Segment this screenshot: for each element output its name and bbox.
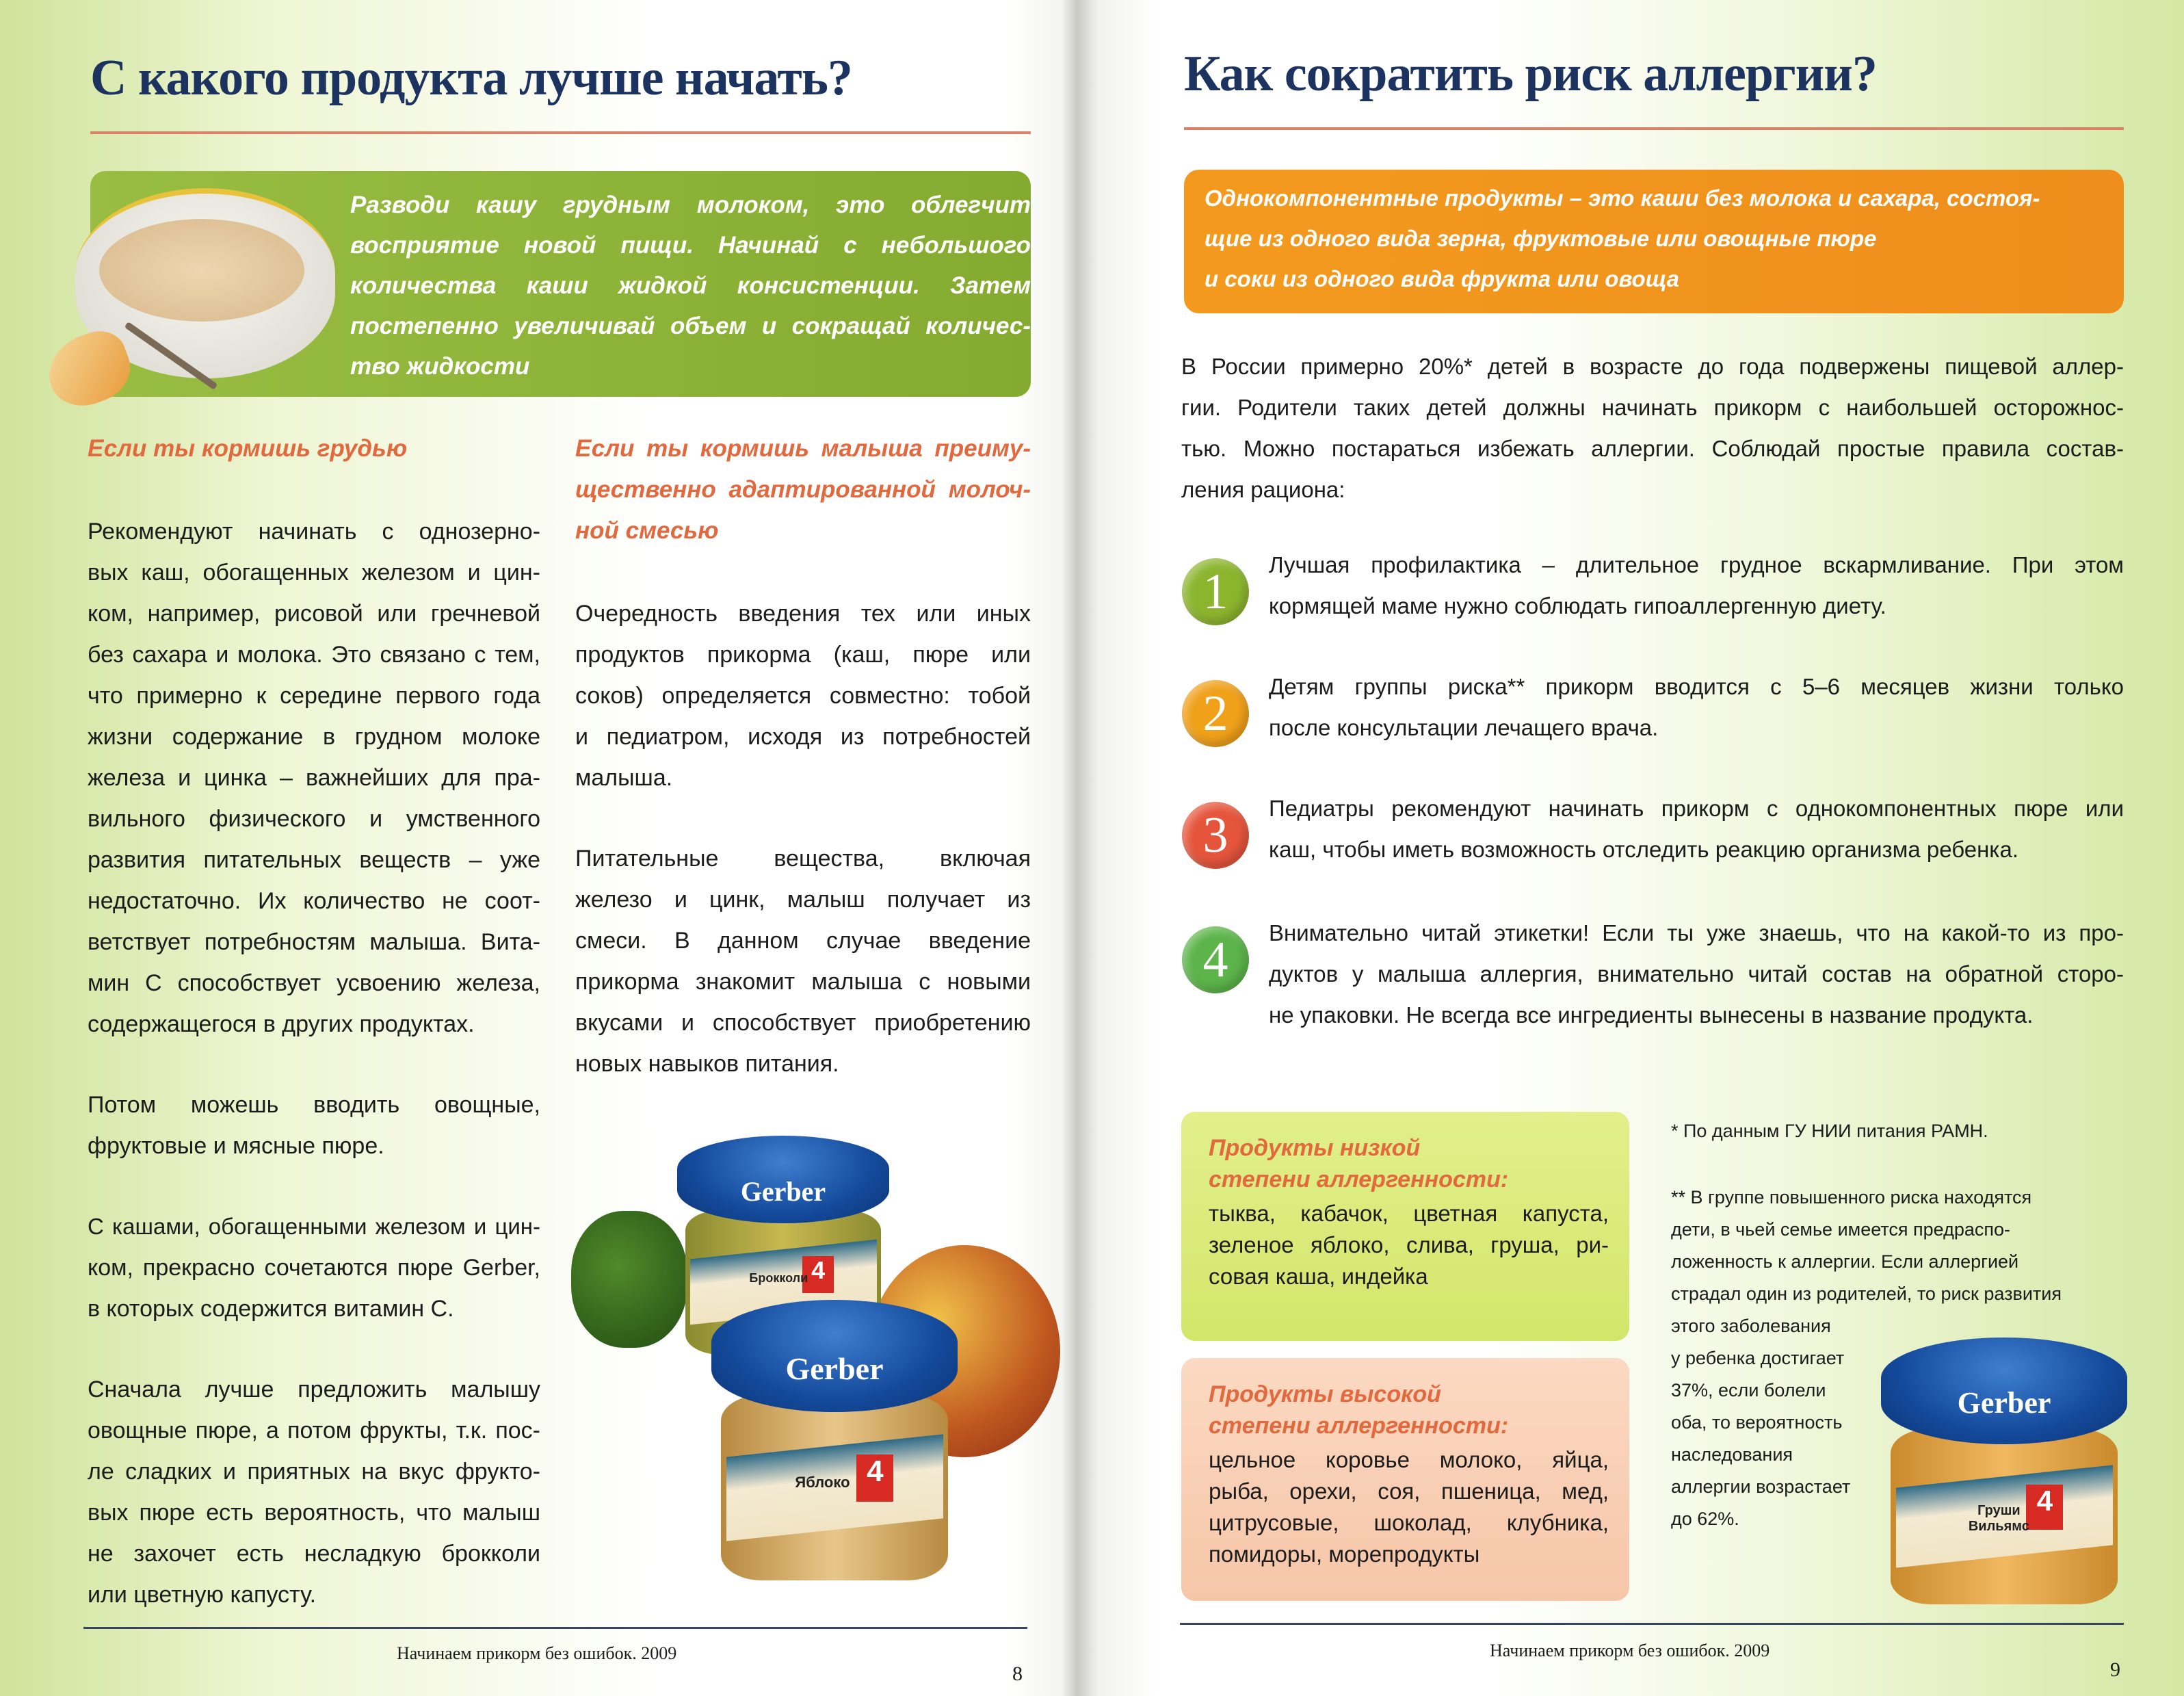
footer-rule bbox=[83, 1627, 1027, 1629]
text-line: наследования bbox=[1671, 1444, 1793, 1465]
text-line: или цветную капусту. bbox=[88, 1582, 317, 1608]
text-line: степени аллергенности: bbox=[1209, 1413, 1509, 1439]
text-line: до 62%. bbox=[1671, 1509, 1739, 1529]
text-line: тво жидкости bbox=[350, 353, 530, 380]
text-line: цитрусовые, шоколад, клубника, bbox=[1209, 1510, 1609, 1535]
text-line: страдал один из родителей, то риск развития bbox=[1671, 1283, 2062, 1304]
text-line: продуктов прикорма (каш, пюре или bbox=[575, 642, 1031, 668]
intro-text bbox=[1181, 346, 2124, 510]
text-line: ** В группе повышенного риска находятся bbox=[1671, 1187, 2032, 1208]
text-line: Продукты низкой bbox=[1209, 1135, 1421, 1161]
page-number: 9 bbox=[2110, 1658, 2120, 1681]
jar-product: Груши Вильямс bbox=[1968, 1502, 2029, 1534]
breastfeeding-text bbox=[88, 511, 540, 1655]
text-line: ветствует потребностям малыша. Вита- bbox=[88, 929, 540, 955]
text-line: Однокомпонентные продукты – это каши без молока и сахара, состоя- bbox=[1205, 185, 2040, 211]
text-line: Если ты кормишь грудью bbox=[88, 435, 408, 462]
text-line: аллергии возрастает bbox=[1671, 1476, 1851, 1497]
jar-product: Яблоко bbox=[795, 1474, 850, 1491]
text-line: Сначала лучше предложить малышу bbox=[88, 1377, 540, 1403]
text-line: и педиатром, исходя из потребностей bbox=[575, 724, 1031, 750]
jar-brand: Gerber bbox=[785, 1351, 884, 1386]
text-line: Очередность введения тех или иных bbox=[575, 601, 1031, 627]
text-line: железо и цинк, малыш получает из bbox=[575, 887, 1031, 913]
jar-brand: Gerber bbox=[740, 1175, 826, 1207]
text-line: В России примерно 20%* детей в возрасте до года подвержены пищевой аллер- bbox=[1181, 354, 2124, 379]
text-line: щие из одного вида зерна, фруктовые или овощные пюре bbox=[1205, 226, 1877, 251]
text-line: дуктов у малыша аллергия, внимательно читай состав на обратной сторо- bbox=[1269, 961, 2124, 987]
text-line: ления рациона: bbox=[1181, 477, 1345, 502]
breastfeeding-heading bbox=[88, 428, 546, 469]
paragraph bbox=[575, 838, 1031, 1084]
text-line: щественно адаптированной молоч- bbox=[575, 476, 1031, 503]
title-rule bbox=[1184, 127, 2124, 130]
rule-text bbox=[1269, 545, 2124, 627]
text-line: что примерно к середине первого года bbox=[88, 683, 540, 709]
text-line: цельное коровье молоко, яйца, bbox=[1209, 1447, 1609, 1472]
text-line: прикорма знакомит малыша с новыми bbox=[575, 969, 1031, 995]
text-line: 37%, если болели bbox=[1671, 1380, 1826, 1400]
text-line: кормящей маме нужно соблюдать гипоаллергенную диету. bbox=[1269, 593, 1886, 618]
text-line: Лучшая профилактика – длительное грудное вскармливание. При этом bbox=[1269, 552, 2124, 577]
jar-age: 4 bbox=[802, 1256, 834, 1293]
broccoli-illustration bbox=[571, 1211, 687, 1348]
rule-number-badge: 4 bbox=[1182, 926, 1249, 993]
text-line: совая каша, индейка bbox=[1209, 1264, 1428, 1289]
text-line: развития питательных веществ – уже bbox=[88, 847, 540, 873]
text-line: Педиатры рекомендуют начинать прикорм с однокомпонентных пюре или bbox=[1269, 796, 2124, 821]
text-line: ле сладких и приятных на вкус фрукто- bbox=[88, 1459, 540, 1485]
text-line: помидоры, морепродукты bbox=[1209, 1541, 1480, 1567]
text-line: ком, например, рисовой или гречневой bbox=[88, 601, 540, 627]
text-line: степени аллергенности: bbox=[1209, 1166, 1509, 1192]
jar-brand: Gerber bbox=[1957, 1386, 2051, 1420]
text-line: тью. Можно постараться избежать аллергии. Соблюдай простые правила состав- bbox=[1181, 436, 2124, 461]
text-line: овощные пюре, а потом фрукты, т.к. пос- bbox=[88, 1418, 540, 1444]
rule-text bbox=[1269, 788, 2124, 870]
rule-text bbox=[1269, 666, 2124, 748]
text-line: жизни содержание в грудном молоке bbox=[88, 724, 540, 750]
text-line: мин С способствует усвоению железа, bbox=[88, 970, 540, 996]
page-number: 8 bbox=[1012, 1662, 1023, 1685]
title-rule bbox=[90, 131, 1031, 134]
rule-number-badge: 3 bbox=[1182, 802, 1249, 869]
footer-text: Начинаем прикорм без ошибок. 2009 bbox=[397, 1643, 677, 1663]
text-line: Детям группы риска** прикорм вводится с 5–6 месяцев жизни только bbox=[1269, 674, 2124, 699]
text-line: Рекомендуют начинать с однозерно- bbox=[88, 519, 540, 545]
text-line: и соки из одного вида фрукта или овоща bbox=[1205, 266, 1679, 291]
text-line: каш, чтобы иметь возможность отследить реакцию организма ребенка. bbox=[1269, 837, 2018, 862]
text-line: зеленое яблоко, слива, груша, ри- bbox=[1209, 1232, 1609, 1257]
footer-rule bbox=[1180, 1623, 2124, 1625]
paragraph bbox=[88, 511, 540, 1045]
text-line: Если ты кормишь малыша преиму- bbox=[575, 435, 1031, 462]
paragraph bbox=[575, 593, 1031, 798]
high-allergen-box bbox=[1181, 1358, 1629, 1601]
text-line: фруктовые и мясные пюре. bbox=[88, 1133, 384, 1159]
text-line: вильного физического и умственного bbox=[88, 806, 540, 832]
text-line: у ребенка достигает bbox=[1671, 1348, 1845, 1368]
text-line: недостаточно. Их количество не соот- bbox=[88, 888, 540, 914]
text-line: этого заболевания bbox=[1671, 1316, 1831, 1336]
text-line: железа и цинка – важнейших для пра- bbox=[88, 765, 540, 791]
porridge-bowl-illustration bbox=[75, 188, 335, 380]
low-allergen-box bbox=[1181, 1112, 1629, 1341]
text-line: С кашами, обогащенными железом и цин- bbox=[88, 1214, 540, 1239]
text-line: оба, то вероятность bbox=[1671, 1412, 1843, 1433]
text-line: тыква, кабачок, цветная капуста, bbox=[1209, 1201, 1609, 1226]
text-line: соков) определяется совместно: тобой bbox=[575, 683, 1031, 709]
text-line: вых каш, обогащенных железом и цин- bbox=[88, 560, 540, 586]
formula-feeding-heading bbox=[575, 428, 1031, 551]
text-line: дети, в чьей семье имеется предраспо- bbox=[1671, 1219, 2011, 1240]
text-line: Питательные вещества, включая bbox=[575, 846, 1031, 872]
jar-age: 4 bbox=[2026, 1485, 2063, 1530]
orange-callout-box bbox=[1184, 170, 2124, 313]
low-allergen-heading bbox=[1209, 1132, 1609, 1195]
text-line: количества каши жидкой консистенции. Затем bbox=[350, 272, 1031, 299]
callout-text bbox=[350, 185, 1031, 387]
paragraph bbox=[88, 1206, 540, 1329]
text-line: Продукты высокой bbox=[1209, 1381, 1441, 1407]
text-line: не упаковки. Не всегда все ингредиенты вынесены в название продукта. bbox=[1269, 1002, 2034, 1028]
low-allergen-list bbox=[1209, 1198, 1609, 1292]
high-allergen-heading bbox=[1209, 1379, 1609, 1441]
text-line: содержащегося в других продуктах. bbox=[88, 1011, 475, 1037]
formula-feeding-text bbox=[575, 593, 1031, 1124]
text-line: рыба, орехи, соя, пшеница, мед, bbox=[1209, 1478, 1609, 1504]
text-line: восприятие новой пищи. Начинай с небольшого bbox=[350, 232, 1031, 259]
jar-age: 4 bbox=[856, 1454, 893, 1502]
footnote-source: * По данным ГУ НИИ питания РАМН. bbox=[1671, 1121, 1988, 1141]
text-line: без сахара и молока. Это связано с тем, bbox=[88, 642, 540, 668]
text-line: вых пюре есть вероятность, что малыш bbox=[88, 1500, 540, 1526]
gerber-jar-apple bbox=[711, 1300, 958, 1580]
rule-number-badge: 1 bbox=[1182, 558, 1249, 625]
text-line: постепенно увеличивай объем и сокращай количес- bbox=[350, 313, 1031, 339]
text-line: ложенность к аллергии. Если аллергией bbox=[1671, 1251, 2019, 1272]
callout-text bbox=[1205, 178, 2110, 299]
text-line: новых навыков питания. bbox=[575, 1051, 839, 1077]
rule-text bbox=[1269, 913, 2124, 1036]
page-title-left: С какого продукта лучше начать? bbox=[90, 50, 852, 106]
rule-number-badge: 2 bbox=[1182, 680, 1249, 747]
text-line: малыша. bbox=[575, 765, 673, 791]
text-line: Потом можешь вводить овощные, bbox=[88, 1092, 540, 1118]
footer-text: Начинаем прикорм без ошибок. 2009 bbox=[1490, 1641, 1770, 1660]
text-line: ком, прекрасно сочетаются пюре Gerber, bbox=[88, 1255, 540, 1281]
text-line: вкусами и способствует приобретению bbox=[575, 1010, 1031, 1036]
page-title-right: Как сократить риск аллергии? bbox=[1184, 46, 1877, 102]
text-line: в которых содержится витамин С. bbox=[88, 1296, 454, 1322]
high-allergen-list bbox=[1209, 1444, 1609, 1570]
paragraph bbox=[88, 1369, 540, 1615]
gerber-jar-pear bbox=[1881, 1338, 2127, 1604]
text-line: Внимательно читай этикетки! Если ты уже знаешь, что на какой-то из про- bbox=[1269, 920, 2124, 945]
text-line: смеси. В данном случае введение bbox=[575, 928, 1031, 954]
jar-product: Брокколи bbox=[749, 1271, 808, 1286]
text-line: ной смесью bbox=[575, 517, 719, 544]
text-line: Разводи кашу грудным молоком, это облегчит bbox=[350, 192, 1031, 218]
text-line: после консультации лечащего врача. bbox=[1269, 715, 1659, 740]
text-line: не захочет есть несладкую брокколи bbox=[88, 1541, 540, 1567]
text-line: гии. Родители таких детей должны начинать прикорм с наибольшей осторожнос- bbox=[1181, 395, 2124, 420]
paragraph bbox=[88, 1084, 540, 1166]
